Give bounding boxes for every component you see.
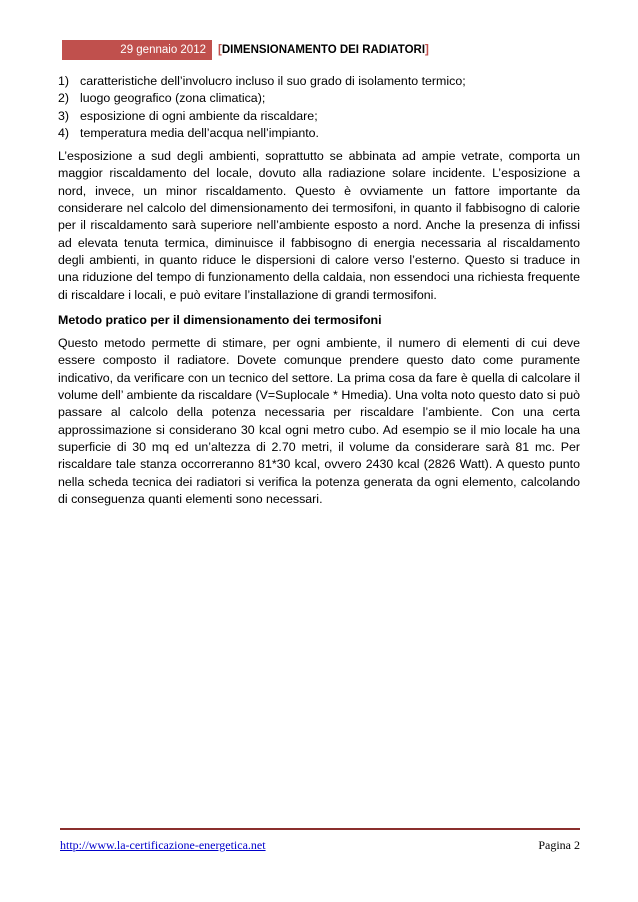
- footer-page-number: Pagina 2: [538, 838, 580, 852]
- header-bracket-close: ]: [425, 44, 429, 56]
- list-item-number: 4): [58, 125, 70, 140]
- list-item: [58, 90, 580, 107]
- body-paragraph-method: Questo metodo permette di stimare, per ogni ambiente, il numero di elementi di cui deve essere composto il radiatore. Dovete comunque prendere questo dato come puramente indicativo, da verificare con un tecnico del settore. La prima cosa da fare è quella di calcolare il volume dell’ ambiente da riscaldare (V=Suplocale * Hmedia). Una volta noto questo dato si può passare al calcolo della potenza necessaria per riscaldare l’ambiente. Con una certa approssimazione si considerano 30 kcal ogni metro cubo. Ad esempio se il mio locale ha una superficie di 30 mq ed un’altezza di 2.70 metri, il volume da considerare sarà 81 mc. Per riscaldare tale stanza occorreranno 81*30 kcal, ovvero 2430 kcal (2826 Watt). A questo punto nella scheda tecnica dei radiatori si verifica la potenza generata da ogni elemento, calcolando di conseguenza quanti elementi sono necessari.: [58, 336, 580, 506]
- list-item: [58, 73, 580, 90]
- list-item-number: 1): [58, 74, 70, 88]
- list-item-text: temperatura media dell’acqua nell’impianto.: [80, 125, 319, 140]
- list-item-number: 2): [58, 91, 70, 106]
- page-content: [58, 73, 580, 514]
- footer-divider: [60, 828, 580, 830]
- header-title: DIMENSIONAMENTO DEI RADIATORI: [221, 44, 426, 56]
- factor-list: [58, 73, 580, 142]
- header-bracket-open: [: [218, 44, 222, 56]
- list-item: [58, 108, 580, 125]
- list-item-text: luogo geografico (zona climatica);: [80, 91, 266, 106]
- list-item: [58, 125, 580, 142]
- body-paragraph-exposure: L’esposizione a sud degli ambienti, soprattutto se abbinata ad ampie vetrate, comporta un maggior riscaldamento del locale, dovuto alla radiazione solare incidente. L’esposizione a nord, invece, un minor riscaldamento. Questo è ovviamente un fattore importante da considerare nel calcolo del dimensionamento dei termosifoni, in quanto il fabbisogno di calorie per il riscaldamento sarà superiore nell’ambiente esposto a nord. Anche la presenza di infissi ad elevata tenuta termica, diminuisce il fabbisogno di energia necessaria al riscaldamento degli ambienti, in quanto riduce le dispersioni di calore verso l’esterno. Questo si traduce in una riduzione del tempo di funzionamento della caldaia, non essendoci una richiesta frequente di riscaldare i locali, e può evitare l’installazione di grandi termosifoni.: [58, 149, 580, 302]
- list-item-text: caratteristiche dell’involucro incluso il suo grado di isolamento termico;: [80, 74, 466, 88]
- footer-website-link[interactable]: http://www.la-certificazione-energetica.net: [60, 838, 266, 852]
- list-item-number: 3): [58, 108, 70, 123]
- header-title-group: [212, 40, 429, 60]
- page-header: [62, 40, 429, 60]
- header-date: 29 gennaio 2012: [62, 40, 212, 60]
- list-item-text: esposizione di ogni ambiente da riscaldare;: [80, 108, 318, 123]
- section-heading: Metodo pratico per il dimensionamento dei termosifoni: [58, 312, 382, 327]
